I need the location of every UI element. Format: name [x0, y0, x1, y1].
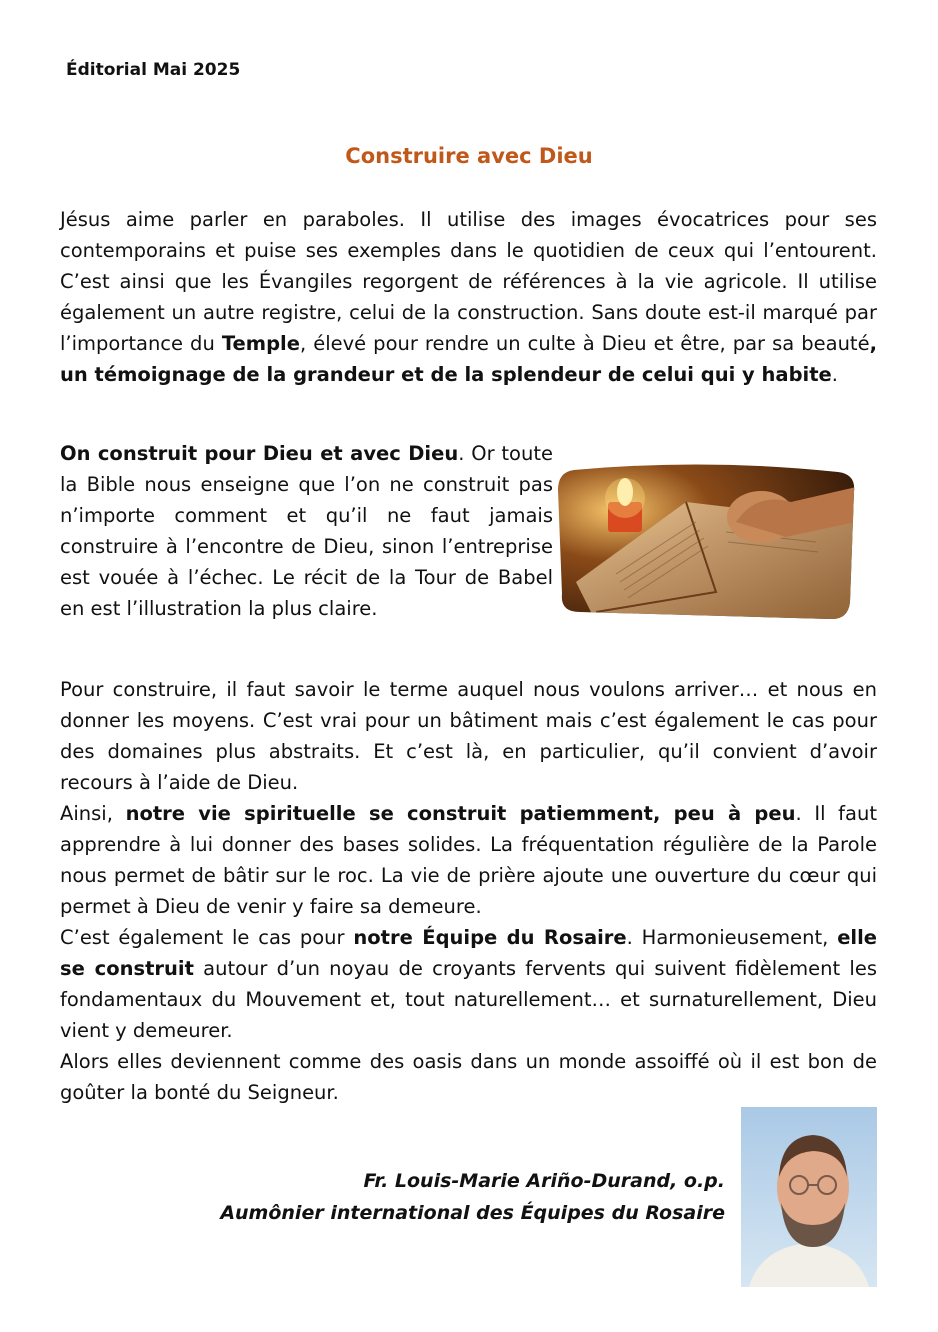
- text-run: , élevé pour rendre un culte à Dieu et être, par sa beauté: [299, 332, 870, 355]
- candle-bible-photo: [556, 462, 856, 622]
- text-run: Alors elles deviennent comme des oasis dans un monde assoiffé où il est bon de goûter la bonté du Seigneur.: [60, 1050, 877, 1104]
- author-name: Fr. Louis-Marie Ariño-Durand, o.p.: [363, 1170, 725, 1192]
- text-run: . Il faut apprendre à lui donner des bases solides. La fréquentation régulière de la Parole nous permet de bâtir sur le roc. La vie de prière ajoute une ouverture du cœur qui permet à Dieu de venir y faire sa demeure.: [60, 802, 877, 918]
- bold-run: Temple: [221, 332, 300, 355]
- author-portrait-photo: [741, 1107, 877, 1287]
- bold-run: On construit pour Dieu et avec Dieu: [60, 442, 459, 465]
- paragraph-intro: [60, 204, 877, 390]
- bold-run: notre Équipe du Rosaire: [353, 926, 627, 949]
- text-run: . Harmonieusement,: [626, 926, 838, 949]
- text-run: . Or toute la Bible nous enseigne que l’on ne construit pas n’importe comment et qu’il ne faut jamais construire à l’encontre de Dieu, sinon l’entreprise est vouée à l’échec. Le récit de la Tour de Babel en est l’illustration la plus claire.: [60, 442, 553, 620]
- paragraph-building: [60, 674, 877, 1108]
- text-run: Ainsi,: [60, 802, 126, 825]
- text-run: autour d’un noyau de croyants fervents qui suivent fidèlement les fondamentaux du Mouvement et, tout naturellement… et surnaturellement, Dieu vient y demeurer.: [60, 957, 877, 1042]
- text-run: C’est également le cas pour: [60, 926, 354, 949]
- bold-run: elle se construit: [60, 926, 878, 980]
- text-run: .: [831, 363, 838, 386]
- paragraph-build-with-god: [60, 438, 553, 624]
- text-run: Jésus aime parler en paraboles. Il utilise des images évocatrices pour ses contemporains et puise ses exemples dans le quotidien de ceux qui l’entourent. C’est ainsi que les Évangiles regorgent de références à la vie agricole. Il utilise également un autre registre, celui de la construction. Sans doute est-il marqué par l’importance du: [60, 208, 877, 355]
- author-role: Aumônier international des Équipes du Rosaire: [220, 1202, 725, 1224]
- editorial-date: Éditorial Mai 2025: [66, 60, 241, 80]
- signature: [220, 1165, 725, 1229]
- bold-run: notre vie spirituelle se construit patiemment, peu à peu: [125, 802, 796, 825]
- page-title: Construire avec Dieu: [345, 144, 593, 168]
- bold-run: , un témoignage de la grandeur et de la splendeur de celui qui y habite: [60, 332, 877, 386]
- text-run: Pour construire, il faut savoir le terme auquel nous voulons arriver… et nous en donner les moyens. C’est vrai pour un bâtiment mais c’est également le cas pour des domaines plus abstraits. Et c’est là, en particulier, qu’il convient d’avoir recours à l’aide de Dieu.: [60, 678, 877, 794]
